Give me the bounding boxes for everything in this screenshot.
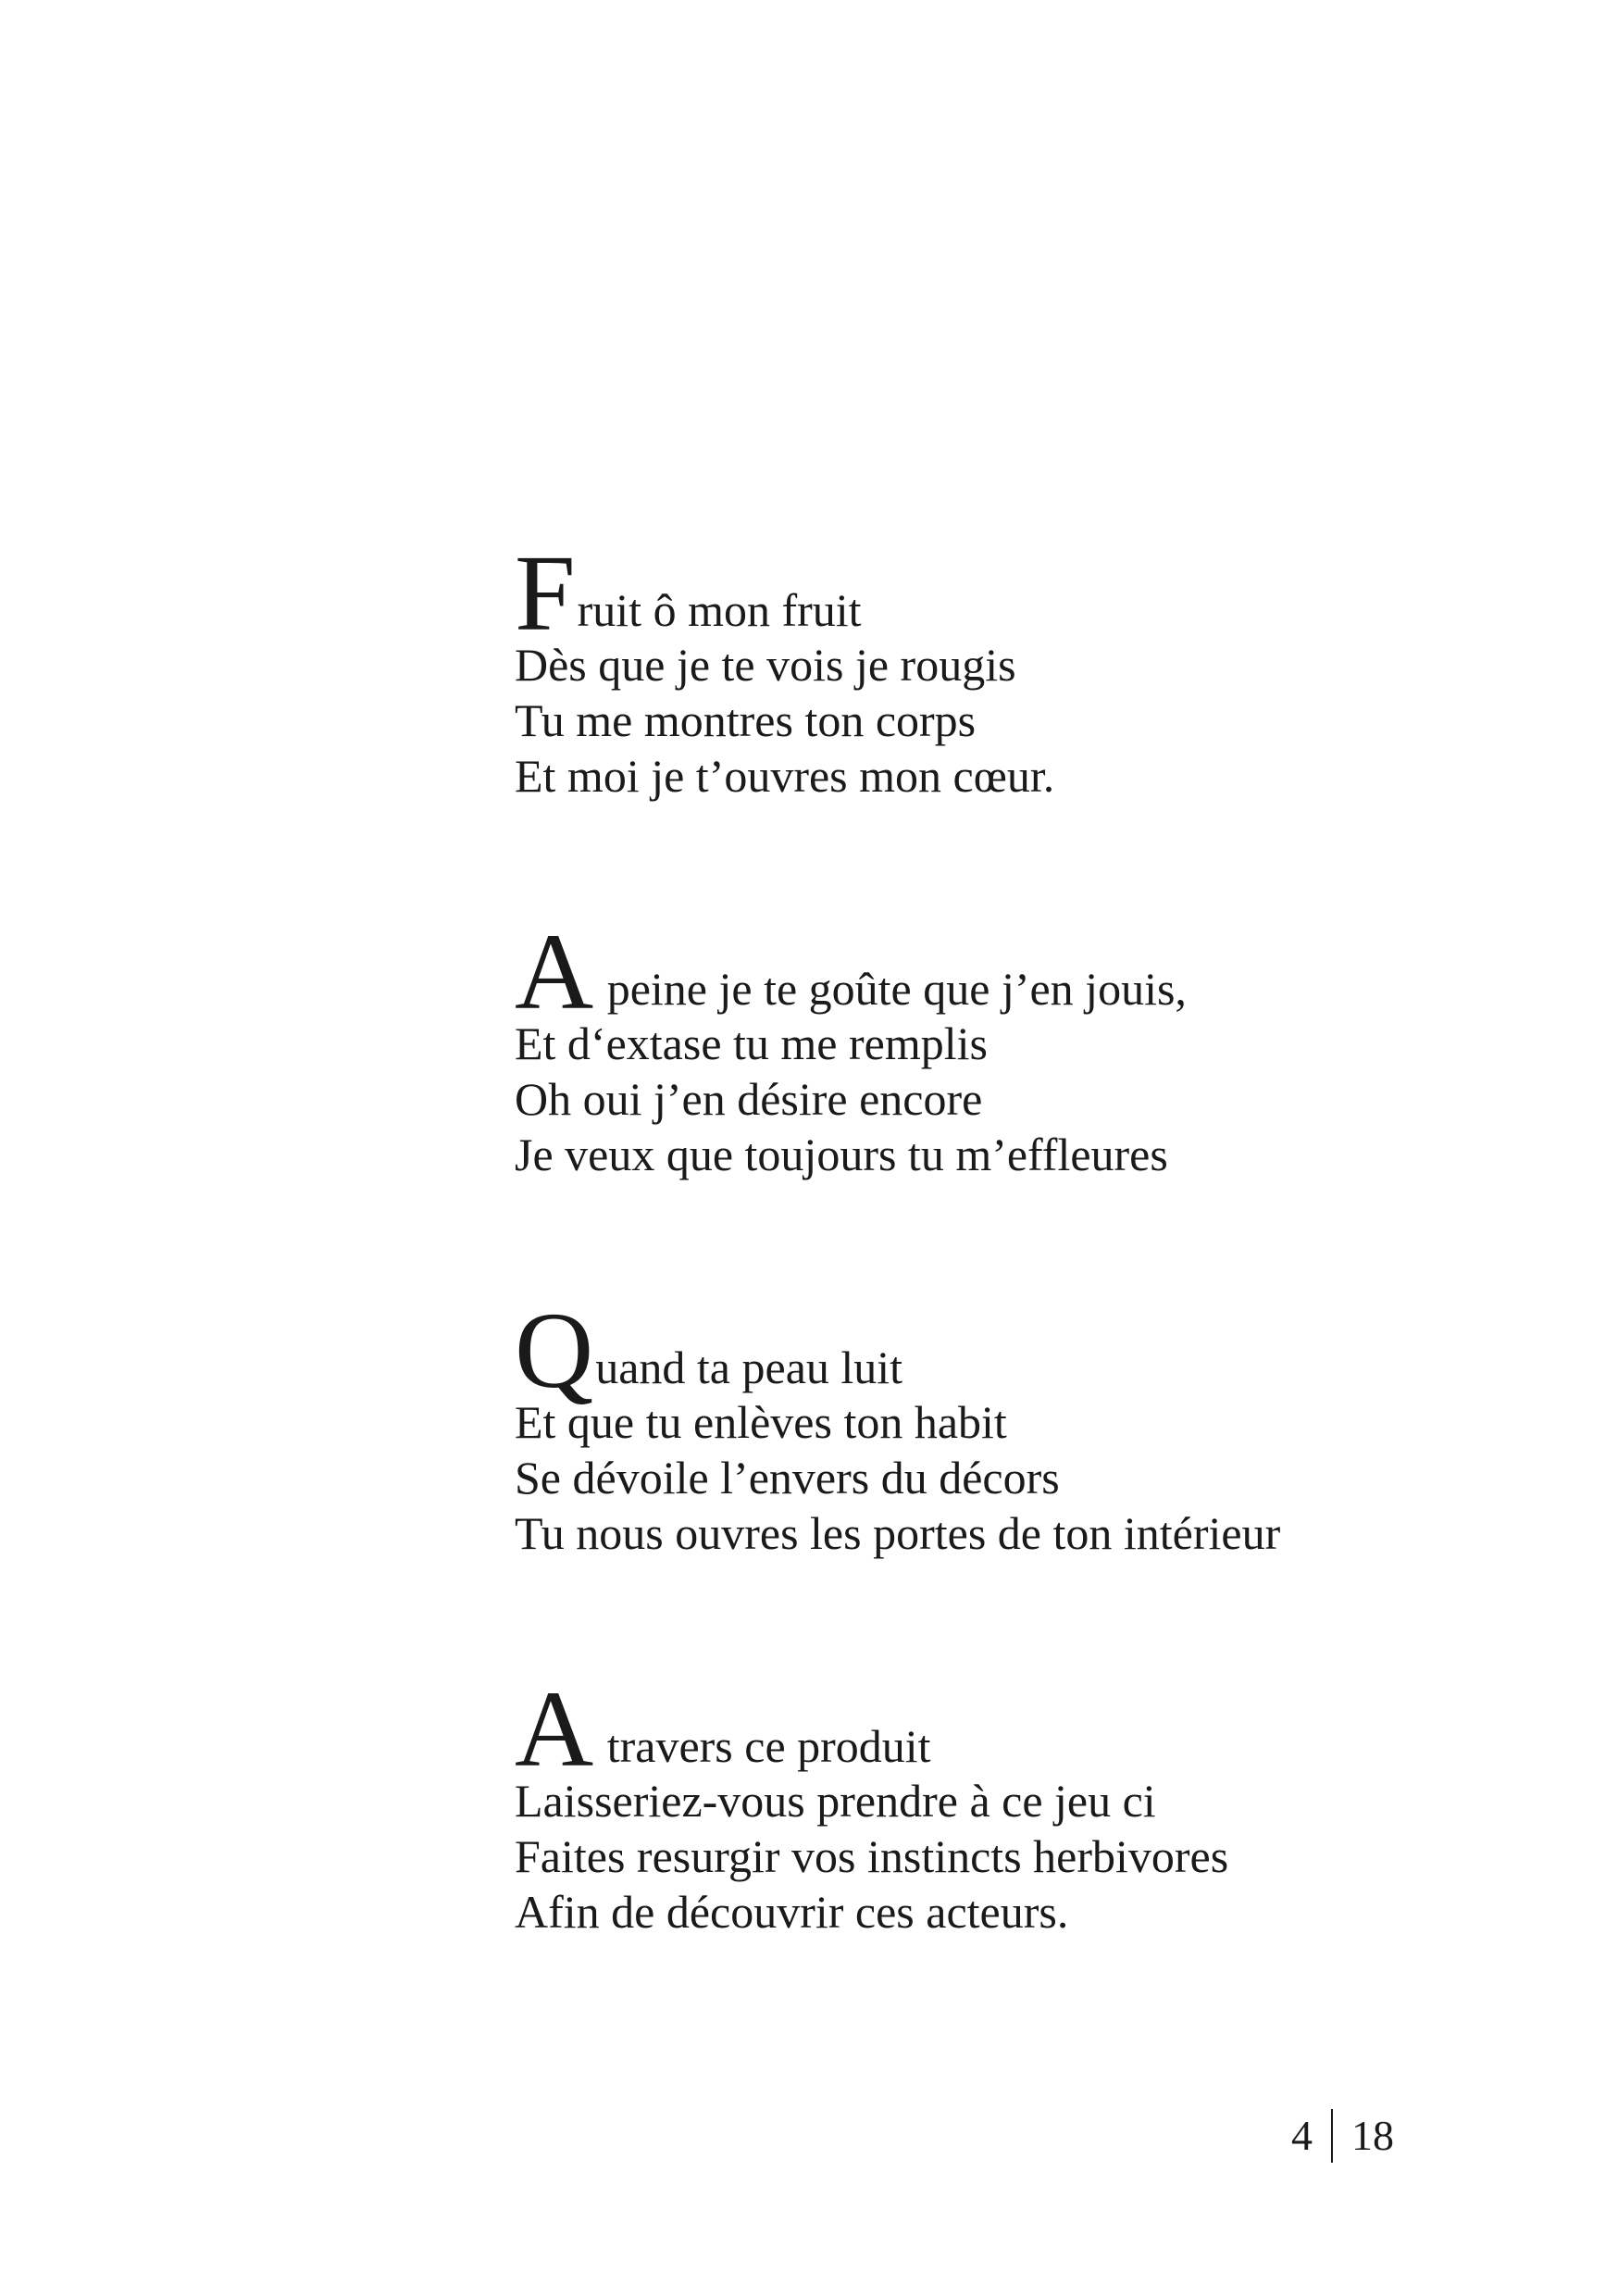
first-line-text: ruit ô mon fruit [577,584,862,636]
drop-cap: A [515,910,594,1032]
poem-line: Faites resurgir vos instincts herbivores [515,1830,1229,1882]
drop-cap: F [515,531,576,654]
drop-cap: Q [515,1289,594,1411]
poem-line: Je veux que toujours tu m’effleures [515,1129,1168,1180]
poem-line: Tu me montres ton corps [515,694,977,746]
stanza-first-line [515,1667,1440,1790]
first-line-text: uand ta peau luit [595,1341,903,1393]
poem-line: Afin de découvrir ces acteurs. [515,1886,1069,1938]
poem-line: Et d‘extase tu me remplis [515,1017,988,1069]
stanza-1 [515,531,1440,804]
poem-line: Et que tu enlèves ton habit [515,1396,1007,1448]
stanza-3 [515,1289,1440,1561]
first-line-text: travers ce produit [595,1720,931,1772]
page-number [1291,2109,1394,2163]
stanza-first-line [515,1289,1440,1411]
total-pages: 18 [1351,2112,1394,2159]
drop-cap: A [515,1667,594,1790]
stanza-first-line [515,531,1440,654]
stanza-2 [515,910,1440,1182]
poem-line: Dès que je te vois je rougis [515,639,1016,691]
poem-line: Et moi je t’ouvres mon cœur. [515,750,1055,802]
poem [515,531,1440,1940]
stanza-4 [515,1667,1440,1940]
folio-divider [1331,2109,1333,2163]
poem-line: Laisseriez-vous prendre à ce jeu ci [515,1775,1156,1827]
poem-line: Tu nous ouvres les portes de ton intérieur [515,1507,1281,1559]
first-line-text: peine je te goûte que j’en jouis, [595,963,1187,1015]
stanza-first-line [515,910,1440,1032]
current-page: 4 [1291,2112,1313,2159]
poem-line: Oh oui j’en désire encore [515,1073,983,1125]
poem-line: Se dévoile l’envers du décors [515,1452,1060,1504]
